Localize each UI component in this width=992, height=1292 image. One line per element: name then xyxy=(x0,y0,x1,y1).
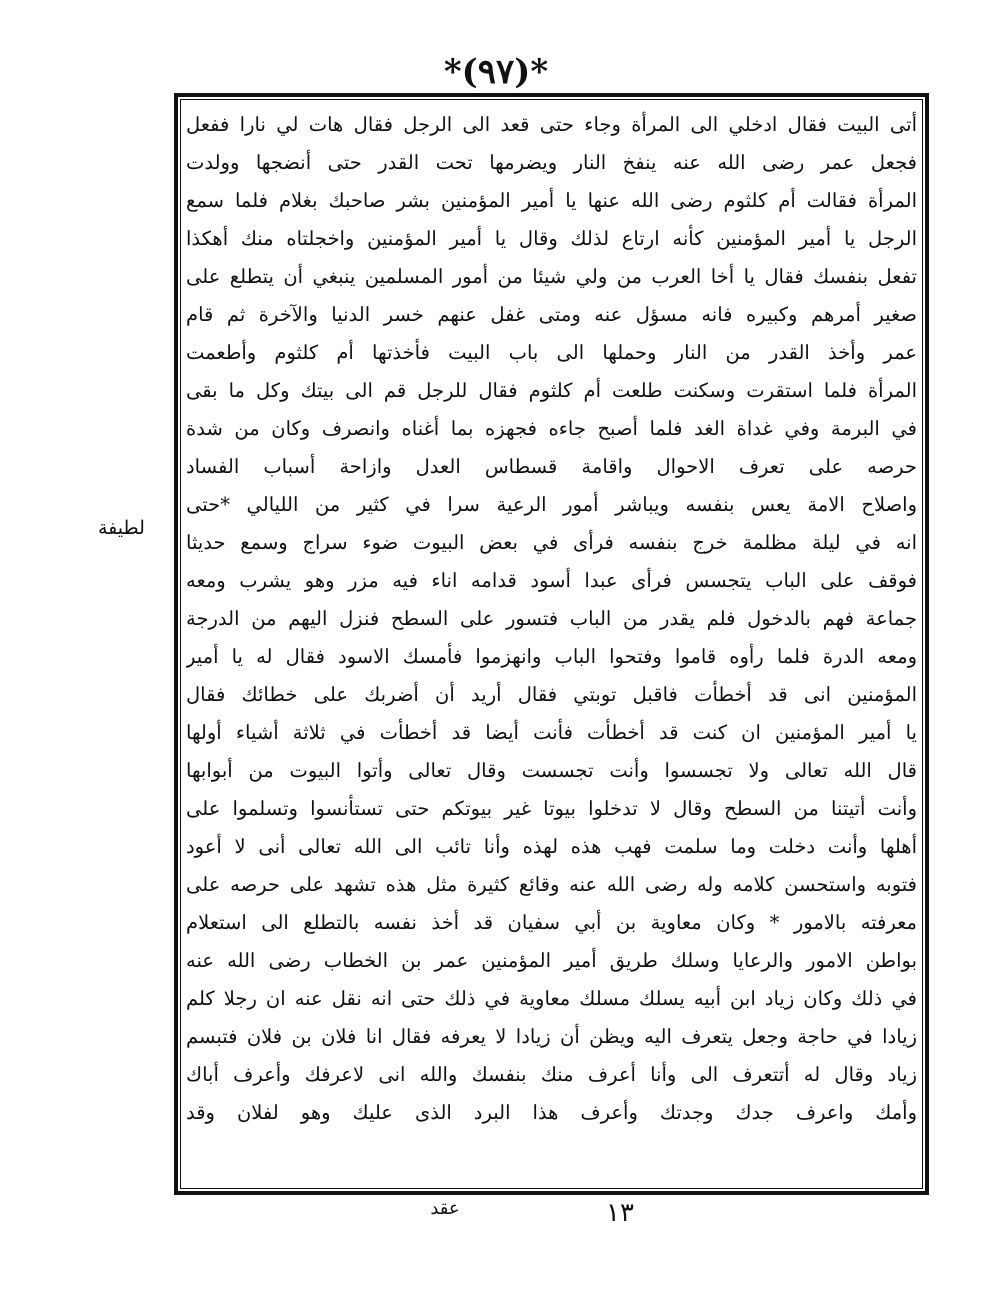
text-line: بواطن الامور والرعايا وسلك طريق أمير المؤمنين عمر بن الخطاب رضى الله عنه xyxy=(186,949,917,972)
text-line: المرأة فلما استقرت وسكنت طلعت أم كلثوم فقال للرجل قم الى بيتك وكل ما بقى xyxy=(186,379,917,402)
page-footer xyxy=(0,1194,992,1234)
text-line: عمر وأخذ القدر من النار وحملها الى باب البيت فأخذتها أم كلثوم وأطعمت xyxy=(186,341,917,364)
text-line: زياد وقال له أتتعرف الى وأنا أعرف منك بنفسك والله انى لاعرفك وأعرف أباك xyxy=(186,1063,917,1086)
text-line: جماعة فهم بالدخول فلم يقدر من الباب فتسور على السطح فنزل اليهم من الدرجة xyxy=(186,607,917,630)
margin-note: لطيفة xyxy=(98,517,145,539)
text-line: معرفته بالامور * وكان معاوية بن أبي سفيان قد أخذ نفسه بالتطلع الى استعلام xyxy=(186,911,917,934)
text-line: أهلها وأنت دخلت وما سلمت فهب هذه لهذه وأنا تائب الى الله تعالى أنى لا أعود xyxy=(186,835,917,858)
text-line: يا أمير المؤمنين ان كنت قد أخطأت فأنت أيضا قد أخطأت في ثلاثة أشياء أولها xyxy=(186,721,917,744)
catchword: عقد xyxy=(430,1198,460,1219)
page-number: *(٩٧)* xyxy=(443,52,549,92)
text-line: فوقف على الباب يتجسس فرأى عبدا أسود قدامه اناء فيه مزر وهو يشرب ومعه xyxy=(186,569,917,592)
text-line: زيادا في حاجة وجعل يتعرف اليه ويظن أن زيادا لا يعرفه فقال انا فلان بن فلان فتبسم xyxy=(186,1025,917,1048)
signature-mark: ١٣ xyxy=(606,1198,634,1228)
text-line: المؤمنين انى قد أخطأت فاقبل توبتي فقال أريد أن أضربك على خطائك فقال xyxy=(186,683,917,706)
text-line: وأمك واعرف جدك وجدتك وأعرف هذا البرد الذى عليك وهو لفلان وقد xyxy=(186,1101,917,1124)
text-line: حرصه على تعرف الاحوال واقامة قسطاس العدل وازاحة أسباب الفساد xyxy=(186,455,917,478)
text-line: تفعل بنفسك فقال يا أخا العرب من ولي شيئا من أمور المسلمين ينبغي أن يتطلع على xyxy=(186,265,917,288)
text-line: في ذلك وكان زياد ابن أبيه يسلك مسلك معاوية في ذلك حتى انه نقل عنه ان رجلا كلم xyxy=(186,987,917,1010)
main-text-block xyxy=(186,106,917,1184)
text-line: المرأة فقالت أم كلثوم رضى الله عنها يا أمير المؤمنين بشر صاحبك بغلام فلما سمع xyxy=(186,189,917,212)
text-line: فتوبه واستحسن كلامه وله رضى الله عنه وقائع كثيرة مثل هذه تشهد على حرصه على xyxy=(186,873,917,896)
text-line: وأنت أتيتنا من السطح وقال لا تدخلوا بيوتا غير بيوتكم حتى تستأنسوا وتسلموا على xyxy=(186,797,917,820)
text-line: صغير أمرهم وكبيره فانه مسؤل عنه ومتى غفل عنهم خسر الدنيا والآخرة ثم قام xyxy=(186,303,917,326)
text-line: واصلاح الامة يعس بنفسه ويباشر أمور الرعية سرا في كثير من الليالي *حتى xyxy=(186,493,917,516)
text-line: أتى البيت فقال ادخلي الى المرأة وجاء حتى قعد الى الرجل فقال هات لي نارا ففعل xyxy=(186,113,917,136)
text-line: الرجل يا أمير المؤمنين كأنه ارتاع لذلك وقال يا أمير المؤمنين واخجلتاه منك أهكذا xyxy=(186,227,917,250)
text-line: في البرمة وفي غداة الغد فلما أصبح جاءه فجهزه بما أغناه وانصرف وكان من شدة xyxy=(186,417,917,440)
text-line: ومعه الدرة فلما رأوه قاموا وفتحوا الباب وانهزموا فأمسك الاسود فقال له يا أمير xyxy=(186,645,917,668)
text-line: انه في ليلة مظلمة خرج بنفسه فرأى في بعض البيوت ضوء سراج وسمع حديثا xyxy=(186,531,917,554)
text-line: قال الله تعالى ولا تجسسوا وأنت تجسست وقال تعالى وأتوا البيوت من أبوابها xyxy=(186,759,917,782)
text-line: فجعل عمر رضى الله عنه ينفخ النار ويضرمها تحت القدر حتى أنضجها وولدت xyxy=(186,151,917,174)
